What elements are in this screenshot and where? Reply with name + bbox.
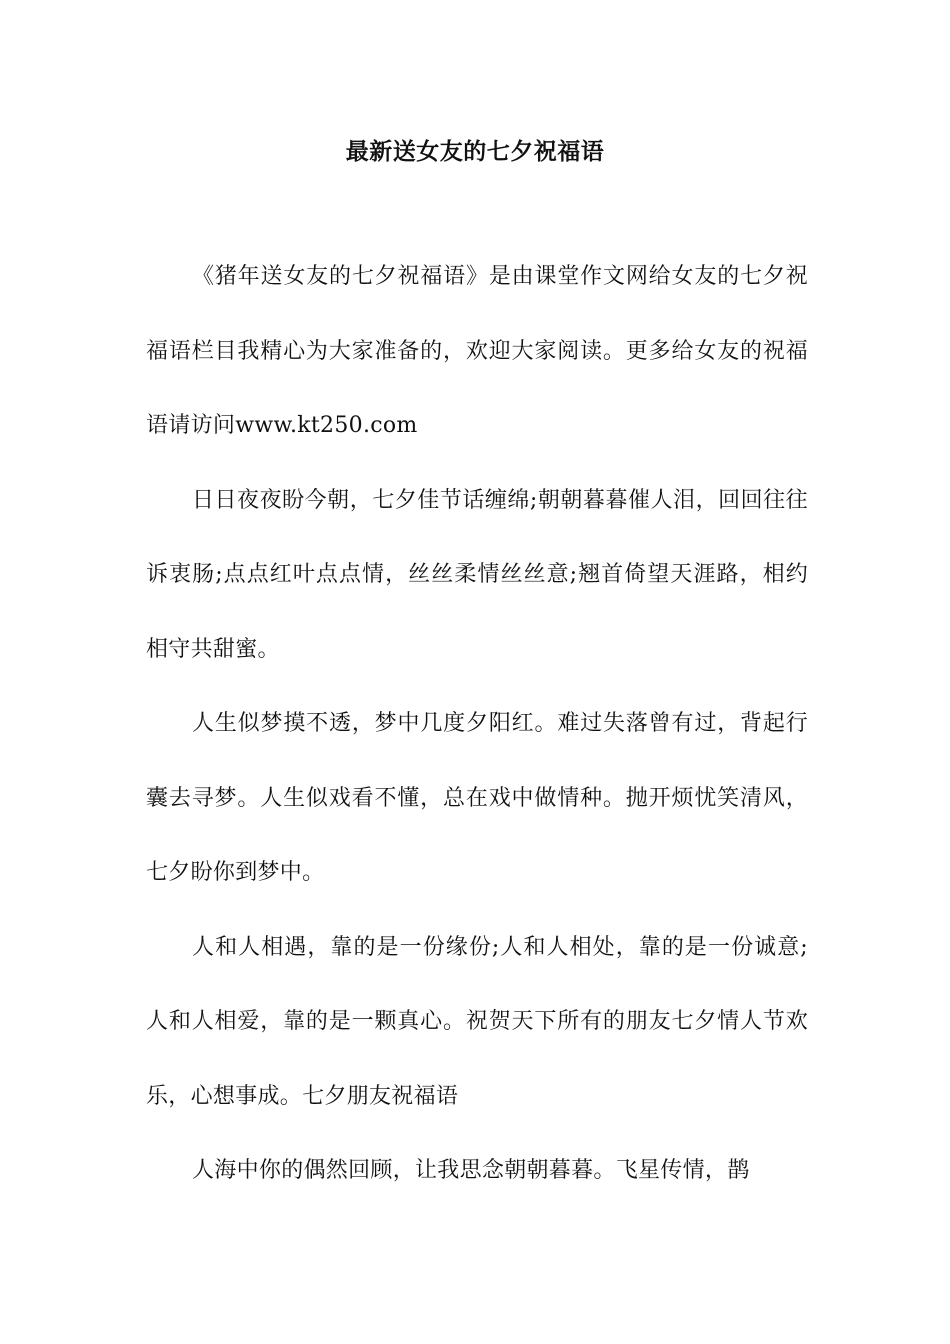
paragraph-poem-1: 日日夜夜盼今朝，七夕佳节话缠绵;朝朝暮暮催人泪，回回往往诉衷肠;点点红叶点点情，丝丝柔情丝丝意;翘首倚望天涯路，相约相守共甜蜜。 [146, 487, 808, 662]
paragraph-poem-3: 人和人相遇，靠的是一份缘份;人和人相处，靠的是一份诚意;人和人相爱，靠的是一颗真心。祝贺天下所有的朋友七夕情人节欢乐，心想事成。七夕朋友祝福语 [146, 934, 808, 1109]
document-body [146, 240, 808, 1209]
document-title: 最新送女友的七夕祝福语 [345, 139, 605, 165]
paragraph-poem-2: 人生似梦摸不透，梦中几度夕阳红。难过失落曾有过，背起行囊去寻梦。人生似戏看不懂，总在戏中做情种。抛开烦忧笑清风，七夕盼你到梦中。 [146, 711, 808, 885]
paragraph-intro: 《猪年送女友的七夕祝福语》是由课堂作文网给女友的七夕祝福语栏目我精心为大家准备的，欢迎大家阅读。更多给女友的祝福语请访问www.kt250.com [146, 264, 808, 438]
paragraph-poem-4: 人海中你的偶然回顾，让我思念朝朝暮暮。飞星传情，鹊 [192, 1158, 750, 1183]
